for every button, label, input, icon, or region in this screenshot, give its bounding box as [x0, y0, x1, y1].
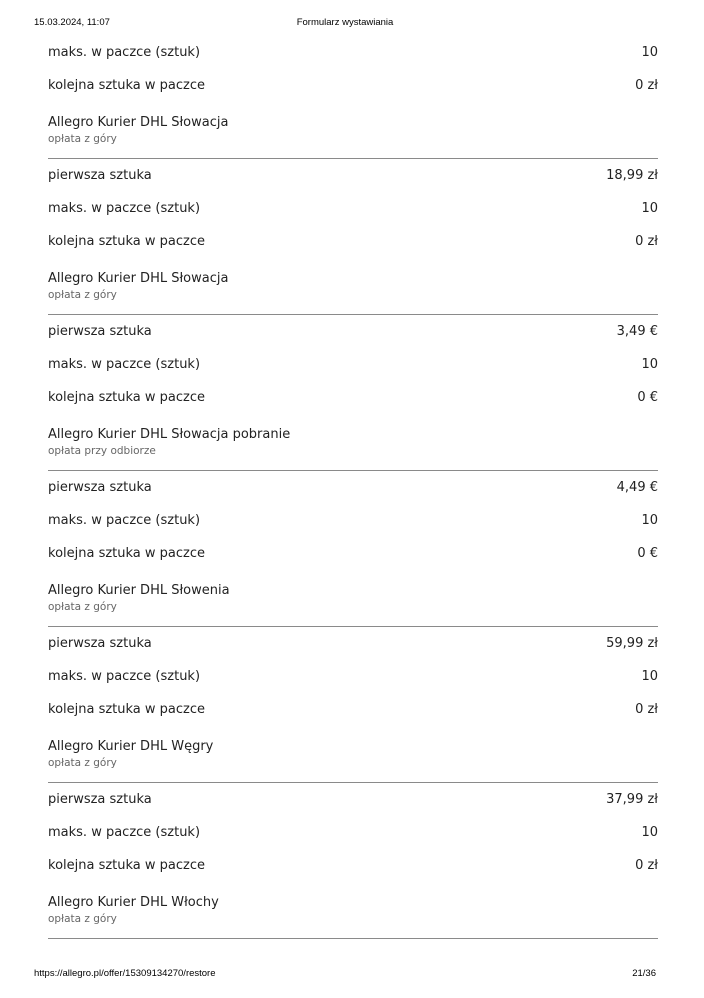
- shipping-method-header: [48, 882, 658, 939]
- row-value: 10: [641, 201, 658, 216]
- fee-type: opłata z góry: [48, 601, 117, 613]
- table-row: [48, 693, 658, 726]
- table-row: [48, 660, 658, 693]
- shipping-method-name: Allegro Kurier DHL Węgry: [48, 739, 214, 754]
- row-label: maks. w paczce (sztuk): [48, 513, 201, 528]
- row-label: maks. w paczce (sztuk): [48, 357, 201, 372]
- row-label: maks. w paczce (sztuk): [48, 669, 201, 684]
- row-label: pierwsza sztuka: [48, 480, 152, 495]
- print-datetime: 15.03.2024, 11:07: [34, 17, 110, 28]
- row-label: maks. w paczce (sztuk): [48, 825, 201, 840]
- row-value: 0 zł: [635, 234, 658, 249]
- row-value: 10: [641, 357, 658, 372]
- shipping-method-header: [48, 258, 658, 315]
- row-value: 37,99 zł: [606, 792, 658, 807]
- fee-type: opłata z góry: [48, 289, 117, 301]
- table-row: [48, 225, 658, 258]
- table-row: [48, 627, 658, 660]
- row-value: 3,49 €: [616, 324, 658, 339]
- page-footer: [34, 968, 656, 982]
- row-label: kolejna sztuka w paczce: [48, 546, 206, 561]
- table-row: [48, 348, 658, 381]
- table-row: [48, 381, 658, 414]
- row-label: kolejna sztuka w paczce: [48, 390, 206, 405]
- row-value: 0 zł: [635, 78, 658, 93]
- table-row: [48, 192, 658, 225]
- shipping-method-name: Allegro Kurier DHL Słowacja: [48, 115, 229, 130]
- table-row: [48, 504, 658, 537]
- shipping-method-header: [48, 570, 658, 627]
- row-label: kolejna sztuka w paczce: [48, 702, 206, 717]
- row-label: pierwsza sztuka: [48, 792, 152, 807]
- row-value: 0 zł: [635, 858, 658, 873]
- shipping-method-header: [48, 102, 658, 159]
- page-header: [34, 17, 656, 31]
- fee-type: opłata przy odbiorze: [48, 445, 156, 457]
- row-value: 10: [641, 513, 658, 528]
- row-value: 18,99 zł: [606, 168, 658, 183]
- row-label: kolejna sztuka w paczce: [48, 858, 206, 873]
- row-label: kolejna sztuka w paczce: [48, 234, 206, 249]
- fee-type: opłata z góry: [48, 133, 117, 145]
- row-label: pierwsza sztuka: [48, 168, 152, 183]
- fee-type: opłata z góry: [48, 757, 117, 769]
- page-number: 21/36: [632, 968, 656, 979]
- table-row: [48, 816, 658, 849]
- row-value: 0 €: [637, 390, 658, 405]
- shipping-list: [48, 36, 658, 939]
- table-row: [48, 159, 658, 192]
- row-label: pierwsza sztuka: [48, 324, 152, 339]
- table-row: [48, 36, 658, 69]
- table-row: [48, 471, 658, 504]
- table-row: [48, 849, 658, 882]
- fee-type: opłata z góry: [48, 913, 117, 925]
- shipping-method-name: Allegro Kurier DHL Słowacja pobranie: [48, 427, 291, 442]
- row-value: 59,99 zł: [606, 636, 658, 651]
- shipping-method-name: Allegro Kurier DHL Włochy: [48, 895, 219, 910]
- row-label: maks. w paczce (sztuk): [48, 201, 201, 216]
- row-label: pierwsza sztuka: [48, 636, 152, 651]
- table-row: [48, 315, 658, 348]
- row-value: 10: [641, 669, 658, 684]
- table-row: [48, 69, 658, 102]
- shipping-method-name: Allegro Kurier DHL Słowenia: [48, 583, 230, 598]
- row-value: 10: [641, 45, 658, 60]
- table-row: [48, 537, 658, 570]
- table-row: [48, 783, 658, 816]
- row-value: 4,49 €: [616, 480, 658, 495]
- shipping-method-name: Allegro Kurier DHL Słowacja: [48, 271, 229, 286]
- shipping-method-header: [48, 414, 658, 471]
- page-url: https://allegro.pl/offer/15309134270/restore: [34, 968, 216, 979]
- row-value: 0 zł: [635, 702, 658, 717]
- row-label: maks. w paczce (sztuk): [48, 45, 201, 60]
- row-value: 0 €: [637, 546, 658, 561]
- row-label: kolejna sztuka w paczce: [48, 78, 206, 93]
- row-value: 10: [641, 825, 658, 840]
- shipping-method-header: [48, 726, 658, 783]
- page-title: Formularz wystawiania: [296, 17, 394, 28]
